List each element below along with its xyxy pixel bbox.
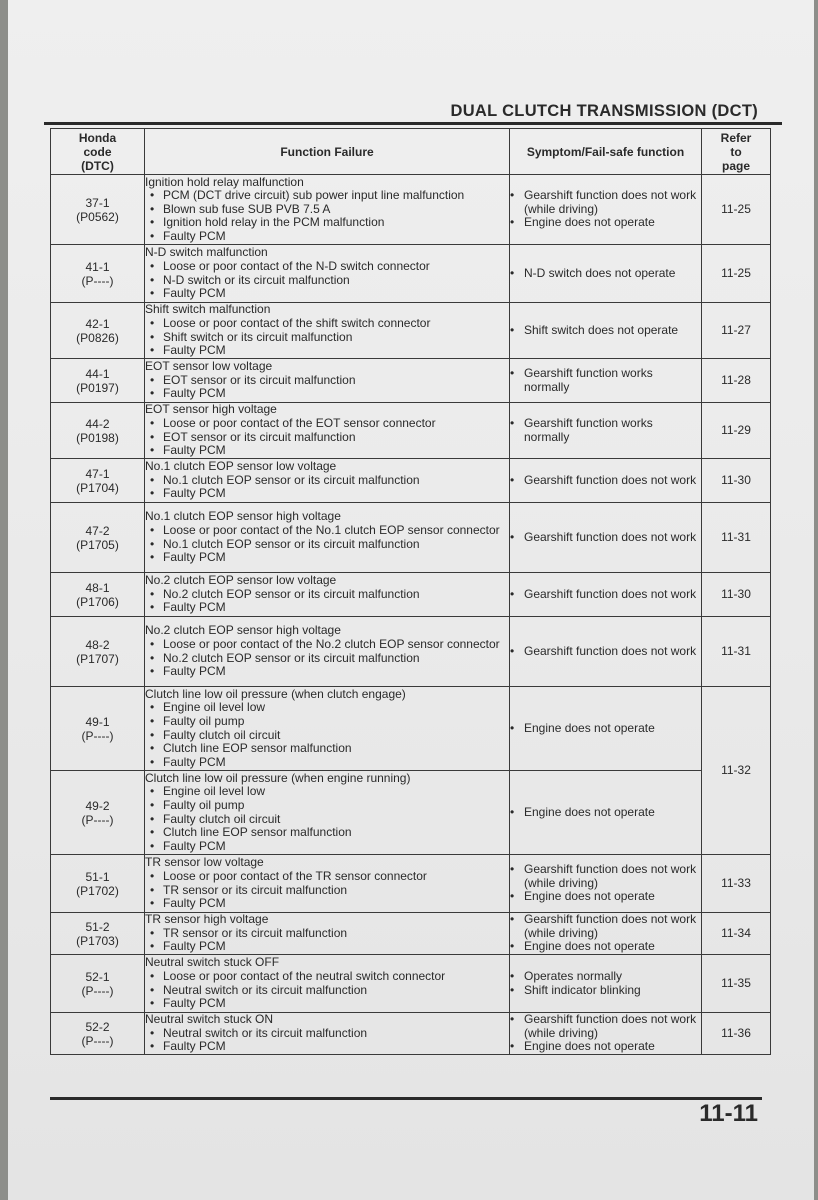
failure-title: Clutch line low oil pressure (when engine running) [145, 770, 411, 785]
cause-item: • Loose or poor contact of the N-D switch connector [145, 260, 509, 274]
symptom-cell [510, 913, 702, 955]
header-refer-page: Refer to page [702, 129, 771, 175]
cause-item: • EOT sensor or its circuit malfunction [145, 374, 509, 388]
function-failure-cell [145, 617, 510, 687]
cause-item: • Faulty PCM [145, 551, 509, 565]
symptom-list [510, 970, 701, 997]
obd-code: (P----) [81, 1033, 114, 1048]
function-failure-cell [145, 403, 510, 459]
symptom-item: • Engine does not operate [510, 216, 701, 230]
cause-item: • Neutral switch or its circuit malfunction [145, 1027, 509, 1041]
cause-item: • Faulty PCM [145, 997, 509, 1011]
symptom-cell [510, 955, 702, 1013]
cause-item: • No.2 clutch EOP sensor or its circuit malfunction [145, 588, 509, 602]
symptom-item: • Gearshift function does not work [510, 474, 701, 488]
table-row [51, 687, 771, 771]
cause-list [145, 870, 509, 911]
symptom-item: • Engine does not operate [510, 890, 701, 904]
function-failure-cell [145, 855, 510, 913]
obd-code: (P0562) [76, 209, 119, 224]
header-code: Honda code (DTC) [51, 129, 145, 175]
cause-item: • Faulty oil pump [145, 715, 509, 729]
obd-code: (P----) [81, 983, 114, 998]
cause-list [145, 785, 509, 853]
symptom-list [510, 417, 701, 444]
refer-page-cell: 11-34 [702, 913, 771, 955]
table-row [51, 459, 771, 503]
symptom-cell [510, 573, 702, 617]
dtc-code: 49-2 [85, 798, 110, 813]
failure-title: Clutch line low oil pressure (when clutch engage) [145, 686, 406, 701]
refer-page-cell: 11-31 [702, 503, 771, 573]
dtc-code: 44-2 [85, 416, 110, 431]
obd-code: (P1702) [76, 883, 119, 898]
dtc-code-cell [51, 1013, 145, 1055]
symptom-item: • Shift indicator blinking [510, 984, 701, 998]
failure-title: Shift switch malfunction [145, 302, 271, 317]
symptom-item: • Gearshift function does not work [510, 531, 701, 545]
symptom-list [510, 1013, 701, 1054]
symptom-list [510, 863, 701, 904]
obd-code: (P1707) [76, 651, 119, 666]
symptom-item: • Operates normally [510, 970, 701, 984]
dtc-code: 37-1 [85, 195, 110, 210]
cause-list [145, 524, 509, 565]
cause-item: • Neutral switch or its circuit malfunction [145, 984, 509, 998]
cause-list [145, 970, 509, 1011]
cause-list [145, 374, 509, 401]
refer-page-cell: 11-36 [702, 1013, 771, 1055]
dtc-code-cell [51, 459, 145, 503]
cause-list [145, 701, 509, 769]
cause-item: • Shift switch or its circuit malfunction [145, 331, 509, 345]
header-function-failure: Function Failure [145, 129, 510, 175]
cause-item: • Faulty PCM [145, 444, 509, 458]
cause-list [145, 189, 509, 243]
dtc-code: 52-1 [85, 969, 110, 984]
table-row [51, 359, 771, 403]
table-row [51, 1013, 771, 1055]
refer-page-cell: 11-25 [702, 245, 771, 303]
cause-item: • Faulty PCM [145, 940, 509, 954]
dtc-code: 41-1 [85, 259, 110, 274]
dtc-code: 51-1 [85, 869, 110, 884]
dtc-code-cell [51, 955, 145, 1013]
refer-page-cell: 11-35 [702, 955, 771, 1013]
symptom-cell [510, 1013, 702, 1055]
refer-page-cell: 11-32 [702, 687, 771, 855]
obd-code: (P0198) [76, 430, 119, 445]
symptom-item: • Shift switch does not operate [510, 324, 701, 338]
cause-item: • Faulty PCM [145, 1040, 509, 1054]
dtc-code-cell [51, 913, 145, 955]
dtc-code-cell [51, 403, 145, 459]
obd-code: (P1705) [76, 537, 119, 552]
cause-item: • EOT sensor or its circuit malfunction [145, 431, 509, 445]
table-row [51, 617, 771, 687]
refer-page-cell: 11-30 [702, 573, 771, 617]
failure-title: EOT sensor high voltage [145, 402, 277, 417]
dtc-code: 44-1 [85, 366, 110, 381]
failure-title: Ignition hold relay malfunction [145, 174, 304, 189]
symptom-list [510, 367, 701, 394]
function-failure-cell [145, 771, 510, 855]
dtc-table [50, 128, 771, 1055]
page-number: 11-11 [699, 1100, 758, 1127]
cause-item: • Loose or poor contact of the TR sensor connector [145, 870, 509, 884]
symptom-item: • Gearshift function does not work (while driving) [510, 1013, 701, 1040]
dtc-code-cell [51, 303, 145, 359]
function-failure-cell [145, 687, 510, 771]
section-title: DUAL CLUTCH TRANSMISSION (DCT) [450, 102, 758, 120]
cause-item: • Faulty PCM [145, 756, 509, 770]
table-header-row [51, 129, 771, 175]
failure-title: Neutral switch stuck OFF [145, 955, 280, 970]
table-row [51, 855, 771, 913]
cause-item: • Clutch line EOP sensor malfunction [145, 826, 509, 840]
dtc-code-cell [51, 573, 145, 617]
cause-item: • Faulty oil pump [145, 799, 509, 813]
table-row [51, 503, 771, 573]
symptom-cell [510, 303, 702, 359]
failure-title: No.1 clutch EOP sensor low voltage [145, 459, 337, 474]
symptom-item: • Gearshift function does not work (while driving) [510, 863, 701, 890]
failure-title: No.2 clutch EOP sensor low voltage [145, 573, 337, 588]
failure-title: No.1 clutch EOP sensor high voltage [145, 509, 341, 524]
cause-item: • Faulty PCM [145, 487, 509, 501]
failure-title: EOT sensor low voltage [145, 359, 273, 374]
cause-list [145, 317, 509, 358]
function-failure-cell [145, 913, 510, 955]
function-failure-cell [145, 1013, 510, 1055]
failure-title: N-D switch malfunction [145, 245, 268, 260]
obd-code: (P1704) [76, 480, 119, 495]
cause-item: • Faulty PCM [145, 601, 509, 615]
cause-item: • Faulty PCM [145, 230, 509, 244]
symptom-item: • Gearshift function works normally [510, 417, 701, 444]
table-row [51, 303, 771, 359]
table-row [51, 403, 771, 459]
dtc-code: 51-2 [85, 919, 110, 934]
symptom-cell [510, 855, 702, 913]
cause-list [145, 638, 509, 679]
symptom-item: • N-D switch does not operate [510, 267, 701, 281]
dtc-code-cell [51, 771, 145, 855]
dtc-code-cell [51, 175, 145, 245]
cause-list [145, 474, 509, 501]
dtc-code-cell [51, 503, 145, 573]
dtc-code-cell [51, 359, 145, 403]
header-symptom: Symptom/Fail-safe function [510, 129, 702, 175]
dtc-code: 47-2 [85, 523, 110, 538]
cause-item: • Loose or poor contact of the EOT sensor connector [145, 417, 509, 431]
obd-code: (P----) [81, 728, 114, 743]
refer-page-cell: 11-30 [702, 459, 771, 503]
obd-code: (P----) [81, 812, 114, 827]
cause-item: • Faulty PCM [145, 897, 509, 911]
cause-item: • Loose or poor contact of the neutral switch connector [145, 970, 509, 984]
table-row [51, 245, 771, 303]
table-row [51, 913, 771, 955]
cause-item: • Faulty PCM [145, 840, 509, 854]
symptom-cell [510, 617, 702, 687]
table-row [51, 771, 771, 855]
dtc-code-cell [51, 687, 145, 771]
obd-code: (P----) [81, 273, 114, 288]
table-row [51, 955, 771, 1013]
function-failure-cell [145, 175, 510, 245]
symptom-item: • Gearshift function does not work (while driving) [510, 913, 701, 940]
function-failure-cell [145, 503, 510, 573]
failure-title: No.2 clutch EOP sensor high voltage [145, 623, 341, 638]
cause-item: • TR sensor or its circuit malfunction [145, 884, 509, 898]
symptom-list [510, 189, 701, 230]
cause-list [145, 260, 509, 301]
obd-code: (P1703) [76, 933, 119, 948]
table-row [51, 175, 771, 245]
symptom-item: • Gearshift function does not work [510, 588, 701, 602]
cause-item: • Faulty clutch oil circuit [145, 729, 509, 743]
symptom-item: • Engine does not operate [510, 722, 701, 736]
symptom-list [510, 588, 701, 602]
function-failure-cell [145, 359, 510, 403]
dtc-code-cell [51, 855, 145, 913]
symptom-cell [510, 771, 702, 855]
symptom-cell [510, 459, 702, 503]
cause-item: • Faulty PCM [145, 287, 509, 301]
cause-item: • Ignition hold relay in the PCM malfunction [145, 216, 509, 230]
symptom-item: • Engine does not operate [510, 806, 701, 820]
header-rule [44, 122, 782, 125]
cause-item: • Blown sub fuse SUB PVB 7.5 A [145, 203, 509, 217]
manual-page [8, 0, 814, 1200]
symptom-item: • Engine does not operate [510, 1040, 701, 1054]
symptom-list [510, 722, 701, 736]
obd-code: (P1706) [76, 594, 119, 609]
cause-list [145, 927, 509, 954]
symptom-cell [510, 503, 702, 573]
symptom-cell [510, 359, 702, 403]
symptom-item: • Gearshift function does not work (while driving) [510, 189, 701, 216]
symptom-list [510, 474, 701, 488]
symptom-item: • Engine does not operate [510, 940, 701, 954]
function-failure-cell [145, 573, 510, 617]
dtc-code: 48-1 [85, 580, 110, 595]
dtc-code: 52-2 [85, 1019, 110, 1034]
cause-item: • Clutch line EOP sensor malfunction [145, 742, 509, 756]
symptom-item: • Gearshift function works normally [510, 367, 701, 394]
cause-item: • Engine oil level low [145, 785, 509, 799]
refer-page-cell: 11-33 [702, 855, 771, 913]
obd-code: (P0826) [76, 330, 119, 345]
cause-item: • Faulty PCM [145, 344, 509, 358]
symptom-item: • Gearshift function does not work [510, 645, 701, 659]
cause-list [145, 588, 509, 615]
footer-rule [50, 1097, 762, 1100]
dtc-code: 48-2 [85, 637, 110, 652]
table-row [51, 573, 771, 617]
cause-item: • Loose or poor contact of the shift switch connector [145, 317, 509, 331]
cause-item: • TR sensor or its circuit malfunction [145, 927, 509, 941]
refer-page-cell: 11-29 [702, 403, 771, 459]
dtc-code: 42-1 [85, 316, 110, 331]
cause-item: • Faulty PCM [145, 665, 509, 679]
refer-page-cell: 11-25 [702, 175, 771, 245]
function-failure-cell [145, 459, 510, 503]
function-failure-cell [145, 303, 510, 359]
refer-page-cell: 11-31 [702, 617, 771, 687]
dtc-table-body [51, 175, 771, 1055]
symptom-list [510, 645, 701, 659]
cause-list [145, 417, 509, 458]
symptom-cell [510, 175, 702, 245]
obd-code: (P0197) [76, 380, 119, 395]
cause-item: • Loose or poor contact of the No.2 clutch EOP sensor connector [145, 638, 509, 652]
function-failure-cell [145, 245, 510, 303]
cause-item: • N-D switch or its circuit malfunction [145, 274, 509, 288]
cause-item: • No.1 clutch EOP sensor or its circuit malfunction [145, 474, 509, 488]
symptom-list [510, 531, 701, 545]
refer-page-cell: 11-27 [702, 303, 771, 359]
cause-list [145, 1027, 509, 1054]
cause-item: • Loose or poor contact of the No.1 clutch EOP sensor connector [145, 524, 509, 538]
symptom-list [510, 913, 701, 954]
symptom-list [510, 267, 701, 281]
symptom-cell [510, 403, 702, 459]
failure-title: TR sensor low voltage [145, 855, 264, 870]
failure-title: Neutral switch stuck ON [145, 1012, 274, 1027]
dtc-code: 49-1 [85, 714, 110, 729]
cause-item: • No.2 clutch EOP sensor or its circuit malfunction [145, 652, 509, 666]
failure-title: TR sensor high voltage [145, 912, 269, 927]
symptom-list [510, 806, 701, 820]
symptom-list [510, 324, 701, 338]
cause-item: • Engine oil level low [145, 701, 509, 715]
symptom-cell [510, 245, 702, 303]
refer-page-cell: 11-28 [702, 359, 771, 403]
function-failure-cell [145, 955, 510, 1013]
cause-item: • Faulty PCM [145, 387, 509, 401]
cause-item: • PCM (DCT drive circuit) sub power input line malfunction [145, 189, 509, 203]
symptom-cell [510, 687, 702, 771]
dtc-code: 47-1 [85, 466, 110, 481]
cause-item: • No.1 clutch EOP sensor or its circuit malfunction [145, 538, 509, 552]
cause-item: • Faulty clutch oil circuit [145, 813, 509, 827]
dtc-code-cell [51, 617, 145, 687]
dtc-code-cell [51, 245, 145, 303]
